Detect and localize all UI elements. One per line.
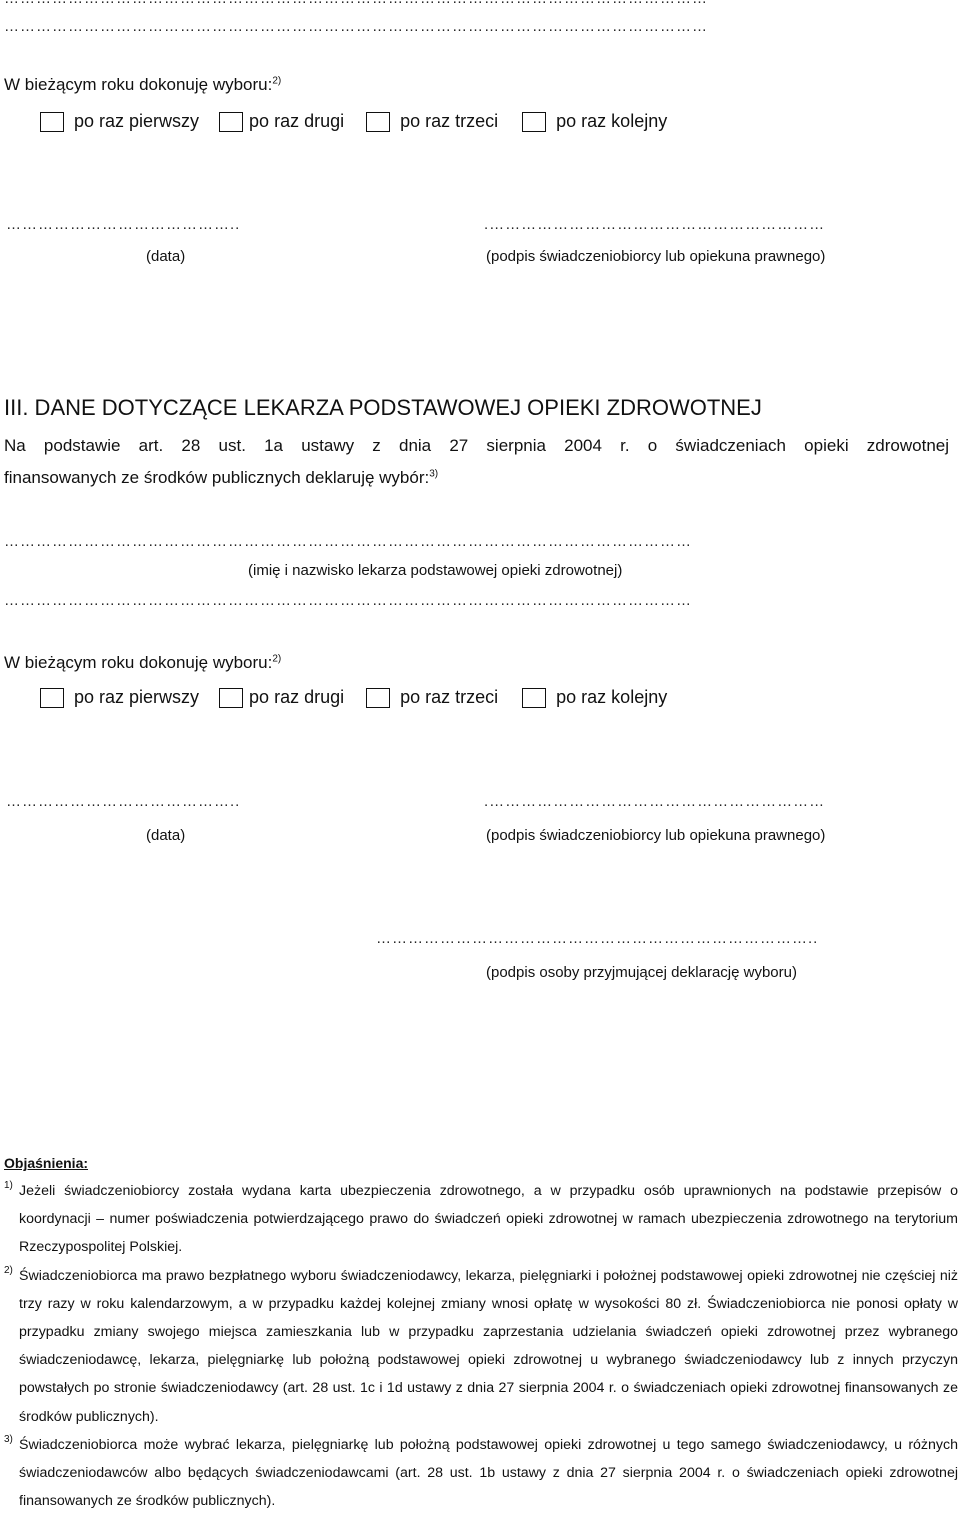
sign-dots-2: .……………………………………………………… [484, 793, 826, 810]
receiver-dots: ……………………………………………………………………….. [376, 930, 819, 947]
choice-prompt-sup: 2) [272, 75, 282, 87]
footnote-2 [4, 1262, 958, 1431]
date-label-2: (data) [146, 827, 186, 844]
footnote-2-text: Świadczeniobiorca ma prawo bezpłatnego wyboru świadczeniodawcy, lekarza, pielęgniarki i położnej podstawowej opieki zdrowotnej nie częściej niż trzy razy w roku kalendarzowym, a w przypadku każdej kolejnej zmiany wnosi opłatę w wysokości 80 zł. Świadczeniobiorca nie ponosi opłaty w przypadku zmiany swojego miejsca zamieszkania lub w przypadku zaprzestania udzielania świadczeń opieki zdrowotnej przez wybranego świadczeniodawcę, lekarza, pielęgniarkę lub położną podstawowej opieki zdrowotnej u wybranego świadczeniodawcy lub z innych przyczyn powstałych po stronie świadczeniodawcy (art. 28 ust. 1c i 1d ustawy z dnia 27 sierpnia 2004 r. o świadczeniach opieki zdrowotnej finansowanych ze środków publicznych). [19, 1267, 958, 1425]
date-dots-1: …………………………………….. [6, 216, 241, 233]
sign-label-2: (podpis świadczeniobiorcy lub opiekuna prawnego) [486, 827, 826, 844]
option-label-first-1: po raz pierwszy [74, 111, 200, 131]
top-dots-line-1 [4, 0, 708, 7]
footnote-2-number: 2) [4, 1264, 13, 1276]
footnotes-list [4, 1177, 958, 1515]
date-label-1: (data) [146, 248, 186, 265]
section-3-heading: III. DANE DOTYCZĄCE LEKARZA PODSTAWOWEJ OPIEKI ZDROWOTNEJ [4, 395, 762, 420]
choice-prompt-sup-2: 2) [272, 653, 282, 665]
sign-dots-1: .……………………………………………………… [484, 216, 826, 233]
receiver-label: (podpis osoby przyjmującej deklarację wyboru) [486, 964, 797, 981]
choice-prompt-1 [4, 75, 281, 95]
checkbox-third-1[interactable] [366, 112, 390, 132]
option-label-third-2: po raz trzeci [400, 687, 499, 707]
footnote-1 [4, 1177, 958, 1262]
choice-options-2 [40, 687, 667, 708]
choice-prompt-text: W bieżącym roku dokonuję wyboru: [4, 75, 273, 94]
section-3-intro-line-2 [4, 468, 438, 488]
choice-prompt-2 [4, 653, 281, 673]
option-label-third-1: po raz trzeci [400, 111, 499, 131]
choice-prompt-text-2: W bieżącym roku dokonuję wyboru: [4, 653, 273, 672]
option-label-first-2: po raz pierwszy [74, 687, 200, 707]
option-label-next-2: po raz kolejny [556, 687, 668, 707]
checkbox-next-1[interactable] [522, 112, 546, 132]
footnote-3-number: 3) [4, 1433, 13, 1445]
checkbox-next-2[interactable] [522, 688, 546, 708]
footnote-1-number: 1) [4, 1180, 13, 1191]
doctor-dots-line-2: ………………………………………………………………………………………………………………… [4, 592, 692, 609]
footnotes-title: Objaśnienia: [4, 1155, 89, 1171]
footnote-3-text: Świadczeniobiorca może wybrać lekarza, pielęgniarkę lub położną podstawowej opieki zdrowotnej u tego samego świadczeniodawcy, u różnych świadczeniodawców albo będących świadczeniodawcami (art. 28 ust. 1b ustawy z dnia 27 sierpnia 2004 r. o świadczeniach opieki zdrowotnej finansowanych ze środków publicznych). [19, 1436, 958, 1510]
checkbox-first-1[interactable] [40, 112, 64, 132]
checkbox-second-1[interactable] [219, 112, 243, 132]
option-label-second-1: po raz drugi [249, 111, 345, 131]
date-dots-2: …………………………………….. [6, 793, 241, 810]
section-3-intro-line-1: Na podstawie art. 28 ust. 1a ustawy z dnia 27 sierpnia 2004 r. o świadczeniach opieki zdrowotnej [4, 436, 949, 455]
checkbox-second-2[interactable] [219, 688, 243, 708]
doctor-name-label: (imię i nazwisko lekarza podstawowej opieki zdrowotnej) [248, 562, 623, 579]
doctor-dots-line: ………………………………………………………………………………………………………………… [4, 533, 692, 550]
checkbox-third-2[interactable] [366, 688, 390, 708]
footnote-1-text: Jeżeli świadczeniobiorcy została wydana karta ubezpieczenia zdrowotnego, a w przypadku osób uprawnionych na podstawie przepisów o koordynacji – numer poświadczenia potwierdzającego prawo do świadczeń opieki zdrowotnej w ramach ubezpieczenia zdrowotnego na terytorium Rzeczypospolitej Polskiej. [19, 1183, 958, 1256]
section-3-intro-text: finansowanych ze środków publicznych deklaruję wybór: [4, 468, 430, 487]
choice-options-1 [40, 111, 667, 132]
section-3-intro-sup: 3) [429, 468, 439, 480]
checkbox-first-2[interactable] [40, 688, 64, 708]
option-label-second-2: po raz drugi [249, 687, 345, 707]
sign-label-1: (podpis świadczeniobiorcy lub opiekuna prawnego) [486, 248, 826, 265]
top-dots-line-2: …………………………………………………………………………………………………………………… [4, 18, 708, 35]
footnote-3 [4, 1431, 958, 1516]
option-label-next-1: po raz kolejny [556, 111, 668, 131]
